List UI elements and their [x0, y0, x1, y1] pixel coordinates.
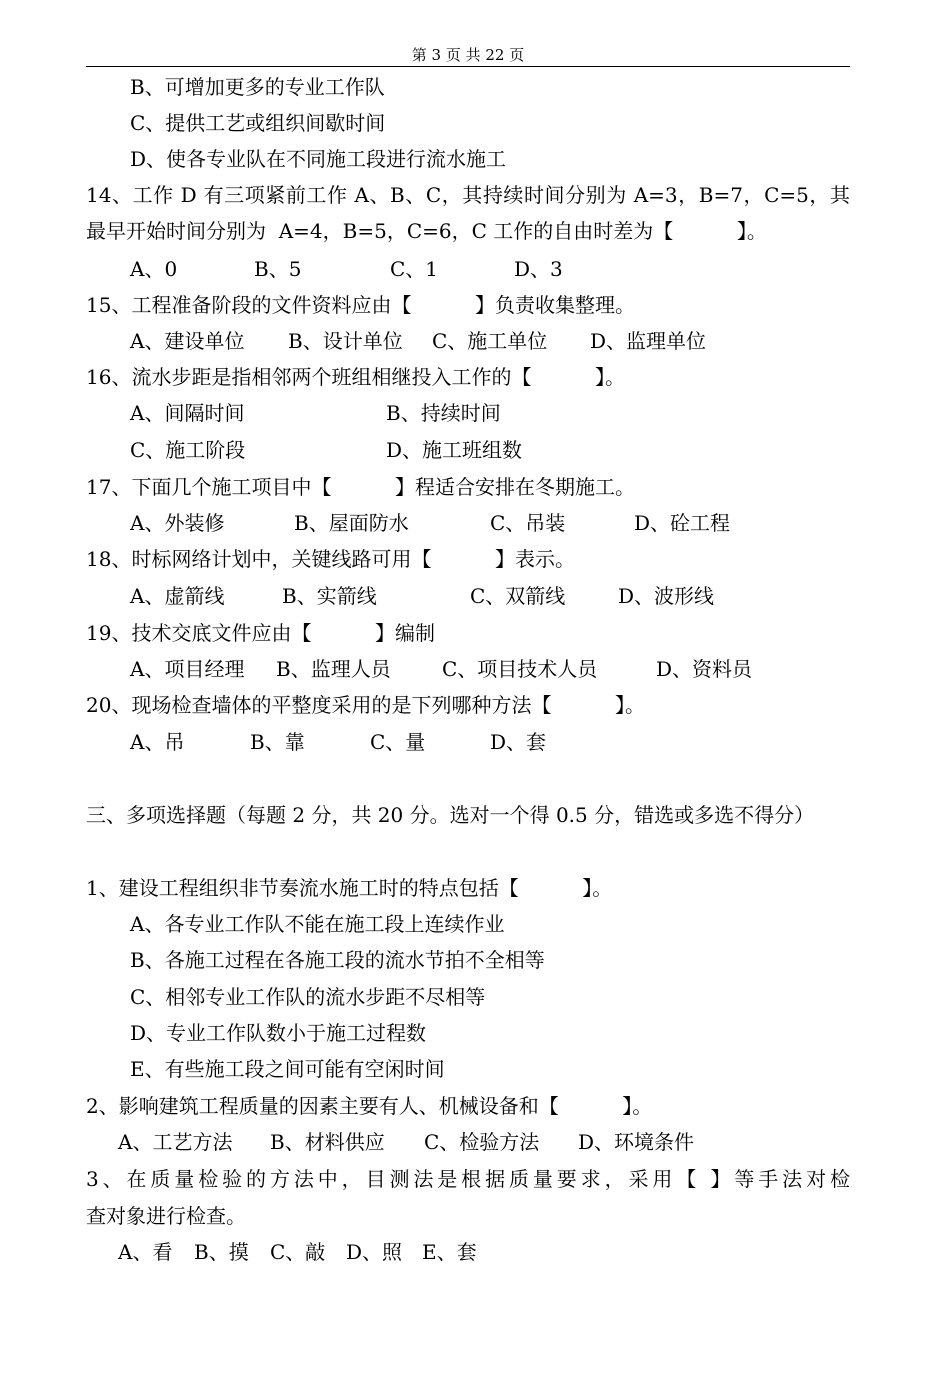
- option-c: C、双箭线: [470, 584, 566, 608]
- option-d: D、环境条件: [578, 1130, 695, 1154]
- option-d: D、照: [346, 1240, 403, 1264]
- question-m2-stem: 2、影响建筑工程质量的因素主要有人、机械设备和【 】。: [86, 1094, 653, 1118]
- option-c: C、1: [390, 257, 439, 281]
- option-a: A、建设单位: [130, 329, 245, 353]
- option-a: A、工艺方法: [118, 1130, 233, 1154]
- option-d: D、波形线: [618, 584, 715, 608]
- question-14-stem-line2: 最早开始时间分别为 A=4，B=5，C=6，C 工作的自由时差为【 】。: [86, 219, 767, 243]
- option-b: B、监理人员: [276, 657, 391, 681]
- option-b: B、设计单位: [288, 329, 403, 353]
- option-b: B、实箭线: [282, 584, 377, 608]
- question-m3-stem-line2: 查对象进行检查。: [86, 1204, 246, 1228]
- question-16-stem: 16、流水步距是指相邻两个班组相继投入工作的【 】。: [86, 365, 626, 389]
- question-14-stem-line1: 14、工作 D 有三项紧前工作 A、B、C，其持续时间分别为 A=3，B=7，C=5，其: [86, 183, 850, 207]
- option-a: A、项目经理: [130, 657, 245, 681]
- option-b: B、各施工过程在各施工段的流水节拍不全相等: [130, 948, 545, 972]
- option-a: A、外装修: [130, 511, 225, 535]
- option-d: D、砼工程: [634, 511, 731, 535]
- option-c: C、量: [370, 730, 426, 754]
- option-c: C、检验方法: [424, 1130, 540, 1154]
- option-c: C、敲: [270, 1240, 326, 1264]
- page-header: 第 3 页 共 22 页: [411, 46, 525, 64]
- option-b: B、持续时间: [386, 401, 501, 425]
- option-a: A、各专业工作队不能在施工段上连续作业: [130, 912, 505, 936]
- option-b: B、材料供应: [270, 1130, 385, 1154]
- question-20-stem: 20、现场检查墙体的平整度采用的是下列哪种方法【 】。: [86, 693, 646, 717]
- option-a: A、看: [118, 1240, 173, 1264]
- header-rule: [86, 66, 850, 67]
- section-title: 三、多项选择题（每题 2 分，共 20 分。选对一个得 0.5 分，错选或多选不得分）: [86, 803, 815, 827]
- option-c: C、相邻专业工作队的流水步距不尽相等: [130, 985, 486, 1009]
- question-17-stem: 17、下面几个施工项目中【 】程适合安排在冬期施工。: [86, 475, 636, 499]
- option-d: D、专业工作队数小于施工过程数: [130, 1021, 427, 1045]
- option-b: B、摸: [194, 1240, 249, 1264]
- option-b: B、屋面防水: [294, 511, 409, 535]
- option-b: B、靠: [250, 730, 305, 754]
- question-m3-options: [118, 1239, 848, 1395]
- option-a: A、0: [130, 257, 178, 281]
- option-a: A、虚箭线: [130, 584, 225, 608]
- option-b: B、可增加更多的专业工作队: [130, 75, 385, 99]
- question-15-stem: 15、工程准备阶段的文件资料应由【 】负责收集整理。: [86, 293, 636, 317]
- question-m1-stem: 1、建设工程组织非节奏流水施工时的特点包括【 】。: [86, 876, 613, 900]
- option-a: A、间隔时间: [130, 401, 245, 425]
- option-d: D、施工班组数: [386, 438, 523, 462]
- option-d: D、3: [514, 257, 563, 281]
- question-18-stem: 18、时标网络计划中，关键线路可用【 】表示。: [86, 547, 576, 571]
- option-d: D、使各专业队在不同施工段进行流水施工: [130, 147, 507, 171]
- option-b: B、5: [254, 257, 302, 281]
- option-e: E、有些施工段之间可能有空闲时间: [130, 1057, 445, 1081]
- option-d: D、套: [490, 730, 547, 754]
- option-c: C、吊装: [490, 511, 566, 535]
- option-d: D、监理单位: [590, 329, 707, 353]
- option-c: C、项目技术人员: [442, 657, 598, 681]
- question-20-options: [130, 729, 850, 859]
- option-c: C、施工单位: [432, 329, 548, 353]
- option-a: A、吊: [130, 730, 185, 754]
- option-c: C、提供工艺或组织间歇时间: [130, 111, 386, 135]
- question-19-stem: 19、技术交底文件应由【 】编制: [86, 621, 436, 645]
- option-e: E、套: [422, 1240, 477, 1264]
- option-d: D、资料员: [656, 657, 753, 681]
- option-c: C、施工阶段: [130, 438, 246, 462]
- question-m3-stem-line1: 3、在质量检验的方法中，目测法是根据质量要求，采用【 】等手法对检: [86, 1167, 850, 1191]
